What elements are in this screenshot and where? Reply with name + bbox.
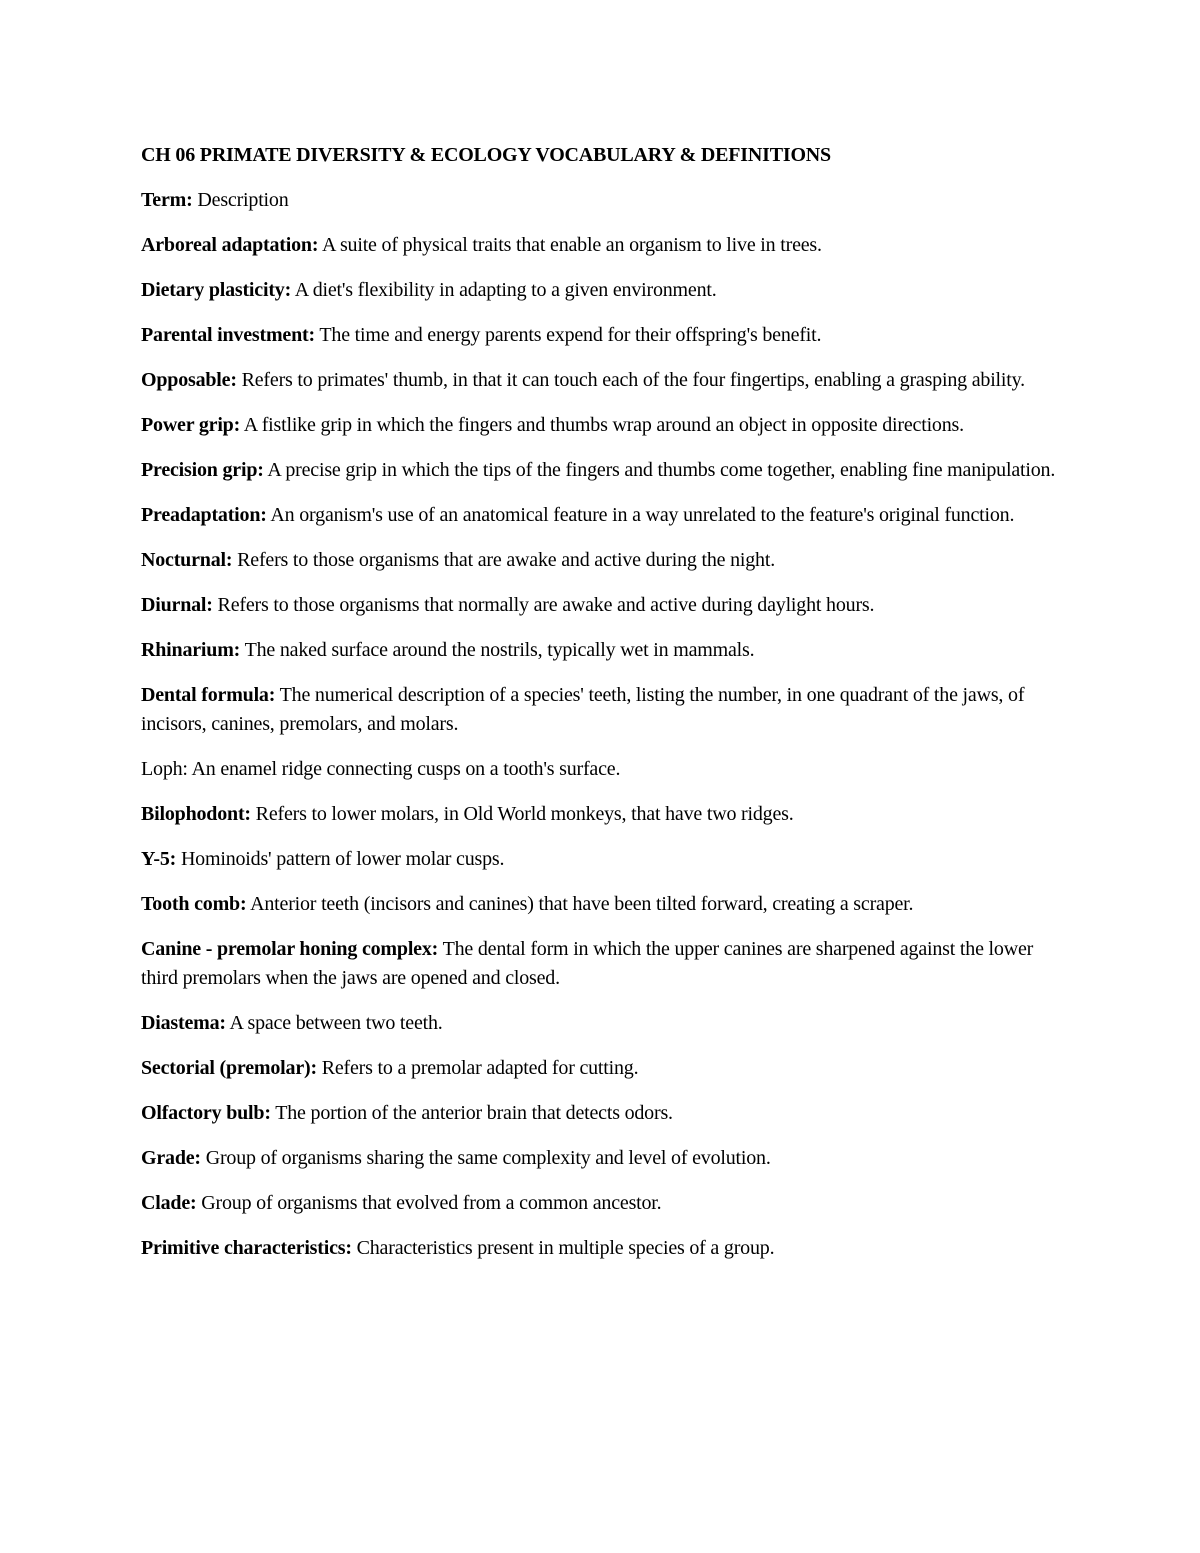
entry-term: Power grip:: [141, 414, 241, 436]
vocabulary-entry: [141, 546, 1061, 575]
entry-definition: Refers to a premolar adapted for cutting.: [316, 1057, 639, 1079]
entry-term: Clade:: [141, 1192, 197, 1214]
vocabulary-entry: [141, 1234, 1061, 1263]
entry-term: Nocturnal:: [141, 549, 233, 571]
vocabulary-entry: [141, 276, 1061, 305]
entry-definition: The naked surface around the nostrils, typically wet in mammals.: [240, 639, 755, 661]
vocabulary-entry: [141, 636, 1061, 665]
entry-term: Sectorial (premolar):: [141, 1057, 317, 1079]
entry-term: Term:: [141, 189, 193, 211]
entry-term: Grade:: [141, 1147, 201, 1169]
entry-term: Olfactory bulb:: [141, 1102, 271, 1124]
entry-definition: The portion of the anterior brain that detects odors.: [270, 1102, 673, 1124]
entry-definition: A fistlike grip in which the fingers and thumbs wrap around an object in opposite directions.: [240, 414, 964, 436]
document-title: CH 06 PRIMATE DIVERSITY & ECOLOGY VOCABULARY & DEFINITIONS: [141, 144, 831, 166]
entry-definition: Refers to those organisms that normally are awake and active during daylight hours.: [212, 594, 875, 616]
entry-definition: A precise grip in which the tips of the fingers and thumbs come together, enabling fine manipulation.: [263, 459, 1056, 481]
document-page: [141, 141, 1061, 1279]
entry-definition: Description: [192, 189, 289, 211]
vocabulary-entry: [141, 755, 1061, 784]
vocabulary-entry: [141, 1054, 1061, 1083]
vocabulary-entry: [141, 1009, 1061, 1038]
vocabulary-entry: [141, 591, 1061, 620]
entry-definition: Refers to primates' thumb, in that it can touch each of the four fingertips, enabling a grasping ability.: [236, 369, 1025, 391]
entry-term: Dietary plasticity:: [141, 279, 292, 301]
entry-term: Bilophodont:: [141, 803, 251, 825]
entry-term: Rhinarium:: [141, 639, 241, 661]
vocabulary-entry: [141, 935, 1061, 993]
entry-definition: Characteristics present in multiple species of a group.: [351, 1237, 775, 1259]
vocabulary-entry: [141, 186, 1061, 215]
vocabulary-entry: [141, 411, 1061, 440]
vocabulary-entry: [141, 231, 1061, 260]
entry-term: Diastema:: [141, 1012, 226, 1034]
entry-definition: Hominoids' pattern of lower molar cusps.: [176, 848, 505, 870]
entry-term: Arboreal adaptation:: [141, 234, 319, 256]
vocabulary-entry: [141, 845, 1061, 874]
entry-term: Tooth comb:: [141, 893, 247, 915]
entry-term: Preadaptation:: [141, 504, 267, 526]
entry-definition: Group of organisms that evolved from a common ancestor.: [196, 1192, 662, 1214]
entry-definition: A suite of physical traits that enable an organism to live in trees.: [318, 234, 822, 256]
vocabulary-entry: [141, 681, 1061, 739]
entry-term: Parental investment:: [141, 324, 315, 346]
entry-definition: The numerical description of a species' teeth, listing the number, in one quadrant of the jaws, of incisors, canines, premolars, and molars.: [141, 684, 1025, 735]
entry-term: Dental formula:: [141, 684, 276, 706]
entry-definition: A diet's flexibility in adapting to a given environment.: [291, 279, 717, 301]
vocabulary-entry: [141, 366, 1061, 395]
vocabulary-list: [141, 186, 1061, 1263]
entry-definition: Group of organisms sharing the same complexity and level of evolution.: [200, 1147, 771, 1169]
entry-definition: The time and energy parents expend for their offspring's benefit.: [314, 324, 822, 346]
entry-definition: Refers to those organisms that are awake and active during the night.: [232, 549, 776, 571]
entry-term: Opposable:: [141, 369, 237, 391]
entry-definition: The dental form in which the upper canines are sharpened against the lower third premolars when the jaws are opened and closed.: [141, 938, 1034, 989]
vocabulary-entry: [141, 501, 1061, 530]
entry-term: Precision grip:: [141, 459, 264, 481]
entry-definition: A space between two teeth.: [225, 1012, 443, 1034]
entry-term: Diurnal:: [141, 594, 213, 616]
entry-definition: Anterior teeth (incisors and canines) that have been tilted forward, creating a scraper.: [246, 893, 914, 915]
entry-term: Loph:: [141, 758, 188, 780]
entry-definition: An organism's use of an anatomical feature in a way unrelated to the feature's original function.: [266, 504, 1015, 526]
vocabulary-entry: [141, 1144, 1061, 1173]
vocabulary-entry: [141, 1099, 1061, 1128]
vocabulary-entry: [141, 321, 1061, 350]
vocabulary-entry: [141, 456, 1061, 485]
entry-term: Primitive characteristics:: [141, 1237, 352, 1259]
entry-definition: Refers to lower molars, in Old World monkeys, that have two ridges.: [250, 803, 794, 825]
vocabulary-entry: [141, 890, 1061, 919]
entry-term: Canine - premolar honing complex:: [141, 938, 439, 960]
entry-term: Y-5:: [141, 848, 177, 870]
vocabulary-entry: [141, 800, 1061, 829]
vocabulary-entry: [141, 1189, 1061, 1218]
entry-definition: An enamel ridge connecting cusps on a tooth's surface.: [187, 758, 621, 780]
